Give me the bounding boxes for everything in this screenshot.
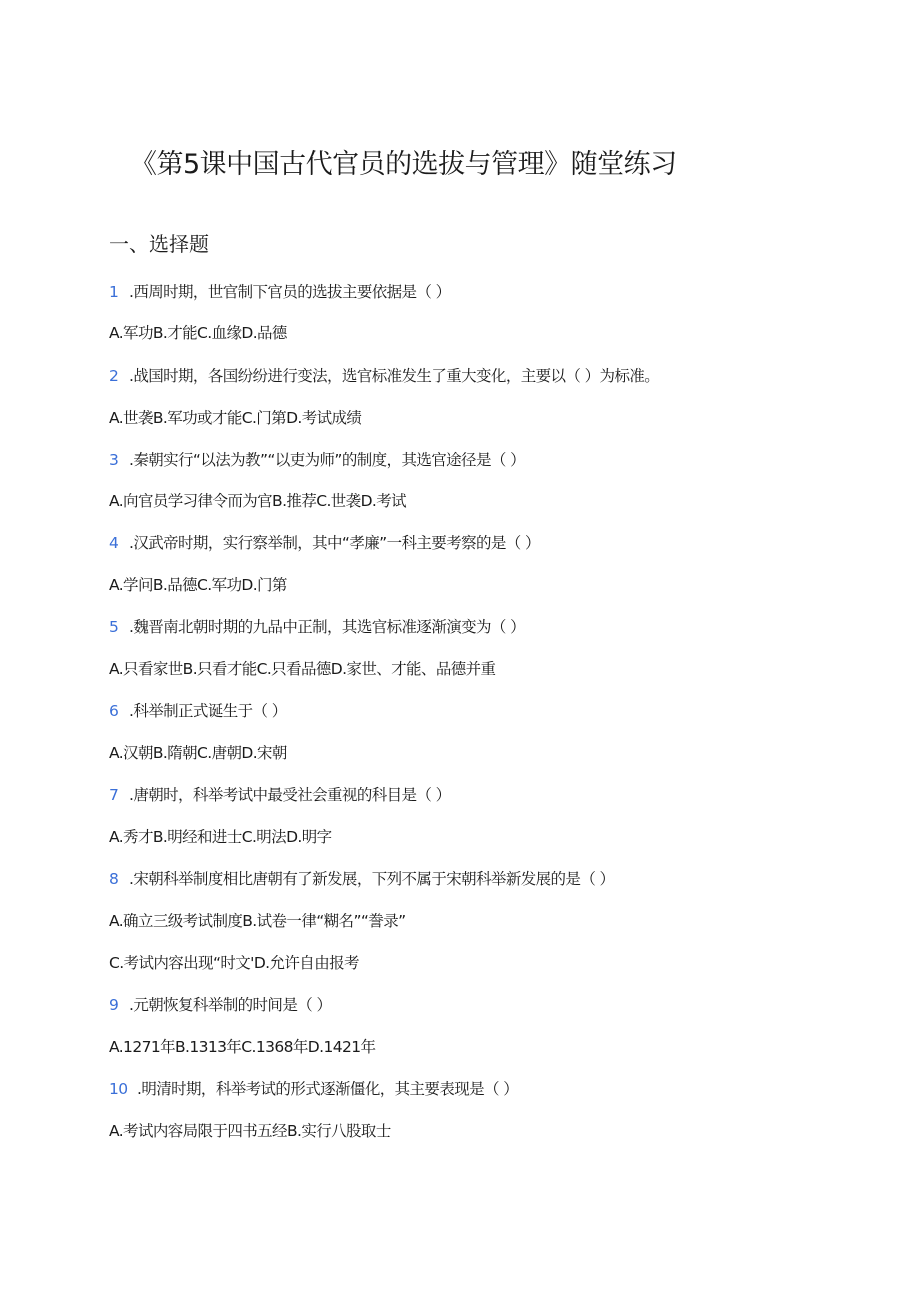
question-text: .西周时期，世官制下官员的选拔主要依据是（ ） (129, 283, 451, 301)
question-10-options: A.考试内容局限于四书五经B.实行八股取士 (109, 1122, 391, 1140)
question-4 (109, 532, 540, 554)
question-7 (109, 784, 451, 806)
section-heading: 一、选择题 (109, 232, 209, 256)
question-number: 7 (109, 786, 119, 804)
question-10 (109, 1078, 518, 1100)
question-text: .元朝恢复科举制的时间是（ ） (129, 996, 332, 1014)
question-number: 3 (109, 451, 119, 469)
question-text: .宋朝科举制度相比唐朝有了新发展，下列不属于宋朝科举新发展的是（ ） (129, 870, 615, 888)
question-6 (109, 700, 287, 722)
question-text: .魏晋南北朝时期的九品中正制，其选官标准逐渐演变为（ ） (129, 618, 526, 636)
question-8-options-line-2: C.考试内容出现“时文'D.允许自由报考 (109, 954, 359, 972)
question-3 (109, 449, 525, 471)
question-8-options-line-1: A.确立三级考试制度B.试卷一律“糊名”“誊录” (109, 912, 406, 930)
question-9-options: A.1271年B.1313年C.1368年D.1421年 (109, 1038, 376, 1056)
question-1-options: A.军功B.才能C.血缘D.品德 (109, 324, 287, 342)
question-text: .战国时期，各国纷纷进行变法，选官标准发生了重大变化，主要以（ ）为标准。 (129, 367, 660, 385)
question-2-options: A.世袭B.军功或才能C.门第D.考试成绩 (109, 409, 362, 427)
question-text: .明清时期，科举考试的形式逐渐僵化，其主要表现是（ ） (137, 1080, 519, 1098)
question-number: 1 (109, 283, 119, 301)
question-9 (109, 994, 331, 1016)
question-text: .唐朝时，科举考试中最受社会重视的科目是（ ） (129, 786, 451, 804)
question-text: .汉武帝时期，实行察举制，其中“孝廉”一科主要考察的是（ ） (129, 534, 540, 552)
question-5-options: A.只看家世B.只看才能C.只看品德D.家世、才能、品德并重 (109, 660, 496, 678)
question-number: 9 (109, 996, 119, 1014)
question-4-options: A.学问B.品德C.军功D.门第 (109, 576, 287, 594)
question-number: 2 (109, 367, 119, 385)
question-number: 4 (109, 534, 119, 552)
question-text: .科举制正式诞生于（ ） (129, 702, 287, 720)
document-title: 《第5课中国古代官员的选拔与管理》随堂练习 (130, 149, 677, 180)
question-7-options: A.秀才B.明经和进士C.明法D.明字 (109, 828, 332, 846)
question-8 (109, 868, 614, 890)
question-number: 10 (109, 1080, 128, 1098)
question-5 (109, 616, 525, 638)
question-3-options: A.向官员学习律令而为官B.推荐C.世袭D.考试 (109, 492, 407, 510)
question-number: 8 (109, 870, 119, 888)
question-2 (109, 365, 659, 387)
question-6-options: A.汉朝B.隋朝C.唐朝D.宋朝 (109, 744, 287, 762)
question-number: 5 (109, 618, 119, 636)
question-1 (109, 281, 451, 303)
question-text: .秦朝实行“以法为教”“以吏为师”的制度，其选官途径是（ ） (129, 451, 525, 469)
question-number: 6 (109, 702, 119, 720)
